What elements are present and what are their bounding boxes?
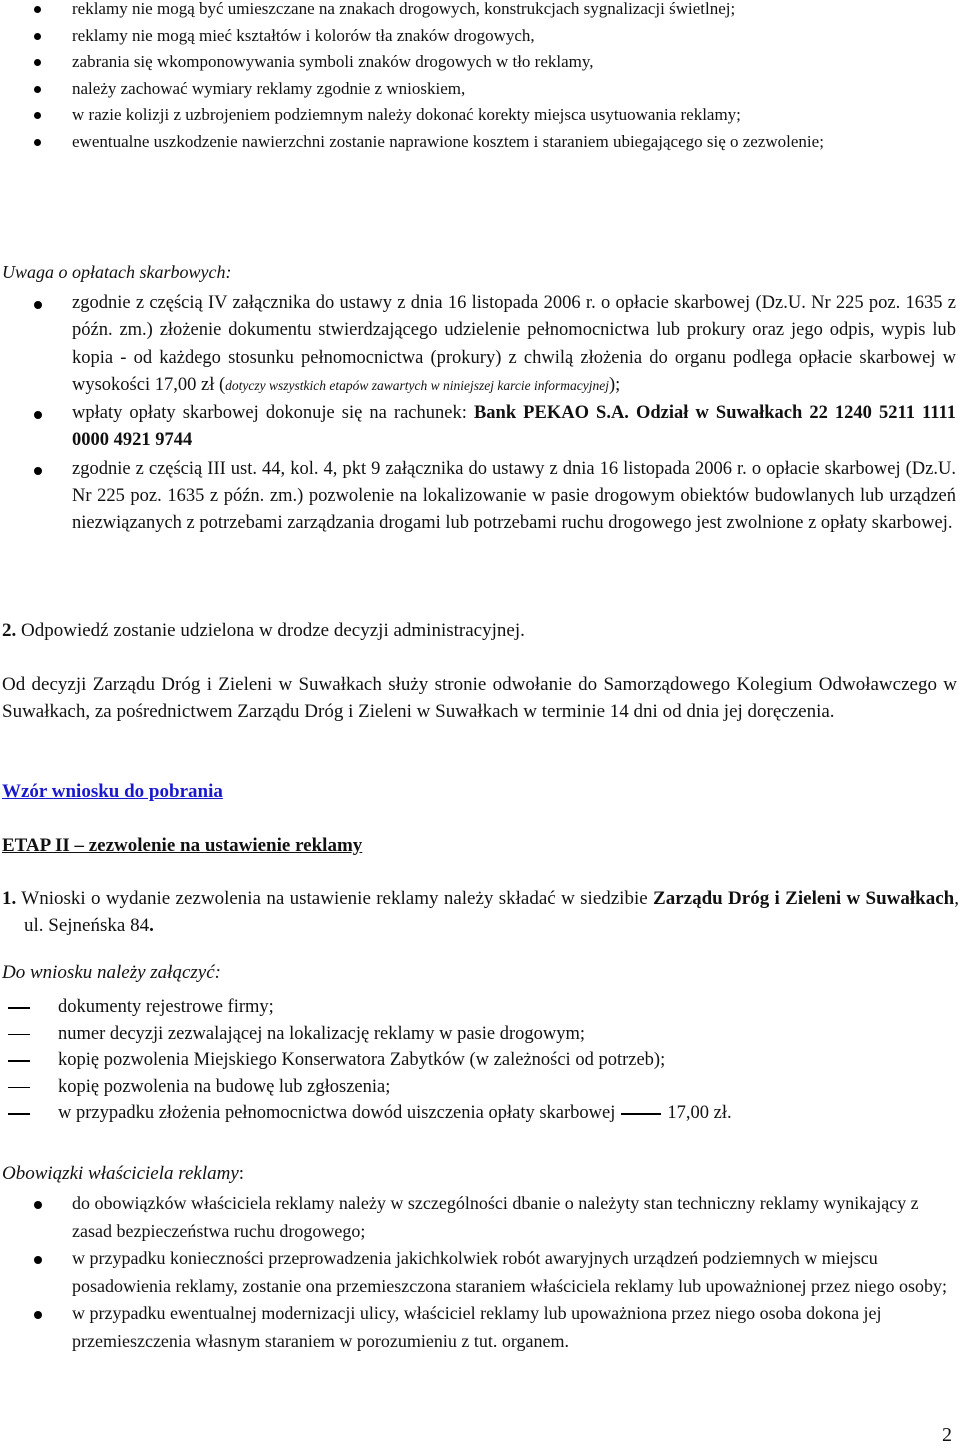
point-1-number: 1. bbox=[2, 888, 17, 909]
list-item: ewentualne uszkodzenie nawierzchni zostanie naprawione kosztem i staraniem ubiegającego się o zezwolenie; bbox=[0, 129, 960, 156]
attachments-heading: Do wniosku należy załączyć: bbox=[2, 962, 221, 983]
download-form-link[interactable]: Wzór wniosku do pobrania bbox=[2, 781, 223, 802]
list-item bbox=[0, 1100, 960, 1127]
list-item bbox=[0, 400, 960, 455]
list-item: zabrania się wkomponowywania symboli znaków drogowych w tło reklamy, bbox=[0, 49, 960, 76]
stage-heading-wrap bbox=[2, 832, 957, 859]
fee-amount: 17,00 zł. bbox=[667, 1103, 732, 1123]
fee-proof-text: w przypadku złożenia pełnomocnictwa dowód uiszczenia opłaty skarbowej bbox=[58, 1103, 616, 1123]
fees-heading: Uwaga o opłatach skarbowych: bbox=[2, 262, 232, 282]
duties-heading: Obowiązki właściciela reklamy bbox=[2, 1163, 239, 1184]
bank-pre: wpłaty opłaty skarbowej dokonuje się na rachunek: bbox=[72, 403, 474, 424]
list-item: należy zachować wymiary reklamy zgodnie z wnioskiem, bbox=[0, 76, 960, 103]
list-item: w przypadku konieczności przeprowadzenia jakichkolwiek robót awaryjnych urządzeń podziemnych w miejscu posadowienia reklamy, zostanie ona przemieszczona staraniem właściciela reklamy lub upoważnionej przez niego osoby; bbox=[0, 1245, 960, 1300]
appeal-paragraph: Od decyzji Zarządu Dróg i Zieleni w Suwałkach służy stronie odwołanie do Samorządowego Kolegium Odwoławczego w Suwałkach, za pośrednictwem Zarządu Dróg i Zieleni w Suwałkach w terminie 14 dni od dnia jej doręczenia. bbox=[2, 674, 957, 722]
list-item: zgodnie z częścią III ust. 44, kol. 4, pkt 9 załącznika do ustawy z dnia 16 listopada 2006 r. o opłacie skarbowej (Dz.U. Nr 225 poz. 1635 z późn. zm.) pozwolenie na lokalizowanie w pasie drogowym obiektów budowlanych lub urządzeń niezwiązanych z potrzebami zarządzania drogami lub potrzebami ruchu drogowego jest zwolnione z opłaty skarbowej. bbox=[0, 456, 960, 538]
point-1 bbox=[2, 885, 959, 939]
list-item: reklamy nie mogą być umieszczane na znakach drogowych, konstrukcjach sygnalizacji świetlnej; bbox=[0, 0, 960, 23]
point-1-text: Wnioski o wydanie zezwolenia na ustawienie reklamy należy składać w siedzibie bbox=[16, 888, 654, 909]
fee-item-text: zgodnie z częścią IV załącznika do ustawy z dnia 16 listopada 2006 r. o opłacie skarbowej (Dz.U. Nr 225 poz. 1635 z późn. zm.) złożenie dokumentu stwierdzającego udzielenie pełnomocnictwa lub prokury oraz jego odpis, wypis lub kopia - od każdego stosunku pełnomocnictwa (prokury) z chwilą złożenia do organu podlega opłacie skarbowej w wysokości 17,00 zł bbox=[72, 293, 956, 395]
owner-duties-list bbox=[0, 1190, 960, 1355]
fee-item-paren: ( bbox=[218, 374, 226, 395]
page-number: 2 bbox=[942, 1424, 952, 1446]
list-item: numer decyzji zezwalającej na lokalizację reklamy w pasie drogowym; bbox=[0, 1021, 960, 1048]
duties-heading-wrap bbox=[2, 1163, 244, 1185]
fee-item-note: dotyczy wszystkich etapów zawartych w niniejszej karcie informacyjnej bbox=[225, 377, 609, 393]
stage-heading: ETAP II – zezwolenie na ustawienie reklamy bbox=[2, 835, 363, 856]
fee-item-end: ); bbox=[608, 374, 621, 395]
duties-heading-colon: : bbox=[238, 1163, 245, 1184]
list-item: w razie kolizji z uzbrojeniem podziemnym należy dokonać korekty miejsca usytuowania reklamy; bbox=[0, 102, 960, 129]
office-name: Zarządu Dróg i Zieleni w Suwałkach bbox=[653, 888, 955, 909]
fees-list bbox=[0, 290, 960, 538]
address-text: , ul. Sejneńska 84 bbox=[24, 888, 959, 936]
point-1-dot: . bbox=[149, 915, 154, 936]
list-item: do obowiązków właściciela reklamy należy w szczególności dbanie o należyty stan techniczny reklamy wynikający z zasad bezpieczeństwa ruchu drogowego; bbox=[0, 1190, 960, 1245]
list-item: dokumenty rejestrowe firmy; bbox=[0, 994, 960, 1021]
bank-account: Bank PEKAO S.A. Odział w Suwałkach 22 1240 5211 1111 0000 4921 9744 bbox=[72, 403, 956, 451]
list-item: reklamy nie mogą mieć kształtów i kolorów tła znaków drogowych, bbox=[0, 23, 960, 50]
dash-separator bbox=[621, 1113, 661, 1115]
point-2 bbox=[2, 617, 957, 644]
attachments-list bbox=[0, 994, 960, 1127]
advert-rules-list bbox=[0, 0, 960, 155]
list-item: kopię pozwolenia na budowę lub zgłoszenia; bbox=[0, 1074, 960, 1101]
point-2-text: Odpowiedź zostanie udzielona w drodze decyzji administracyjnej. bbox=[16, 620, 525, 641]
download-link-wrap bbox=[2, 778, 957, 805]
list-item: kopię pozwolenia Miejskiego Konserwatora Zabytków (w zależności od potrzeb); bbox=[0, 1047, 960, 1074]
list-item: w przypadku ewentualnej modernizacji ulicy, właściciel reklamy lub upoważniona przez niego osoba dokona jej przemieszczenia własnym staraniem w porozumieniu z tut. organem. bbox=[0, 1300, 960, 1355]
point-2-number: 2. bbox=[2, 620, 17, 641]
list-item bbox=[0, 290, 960, 399]
